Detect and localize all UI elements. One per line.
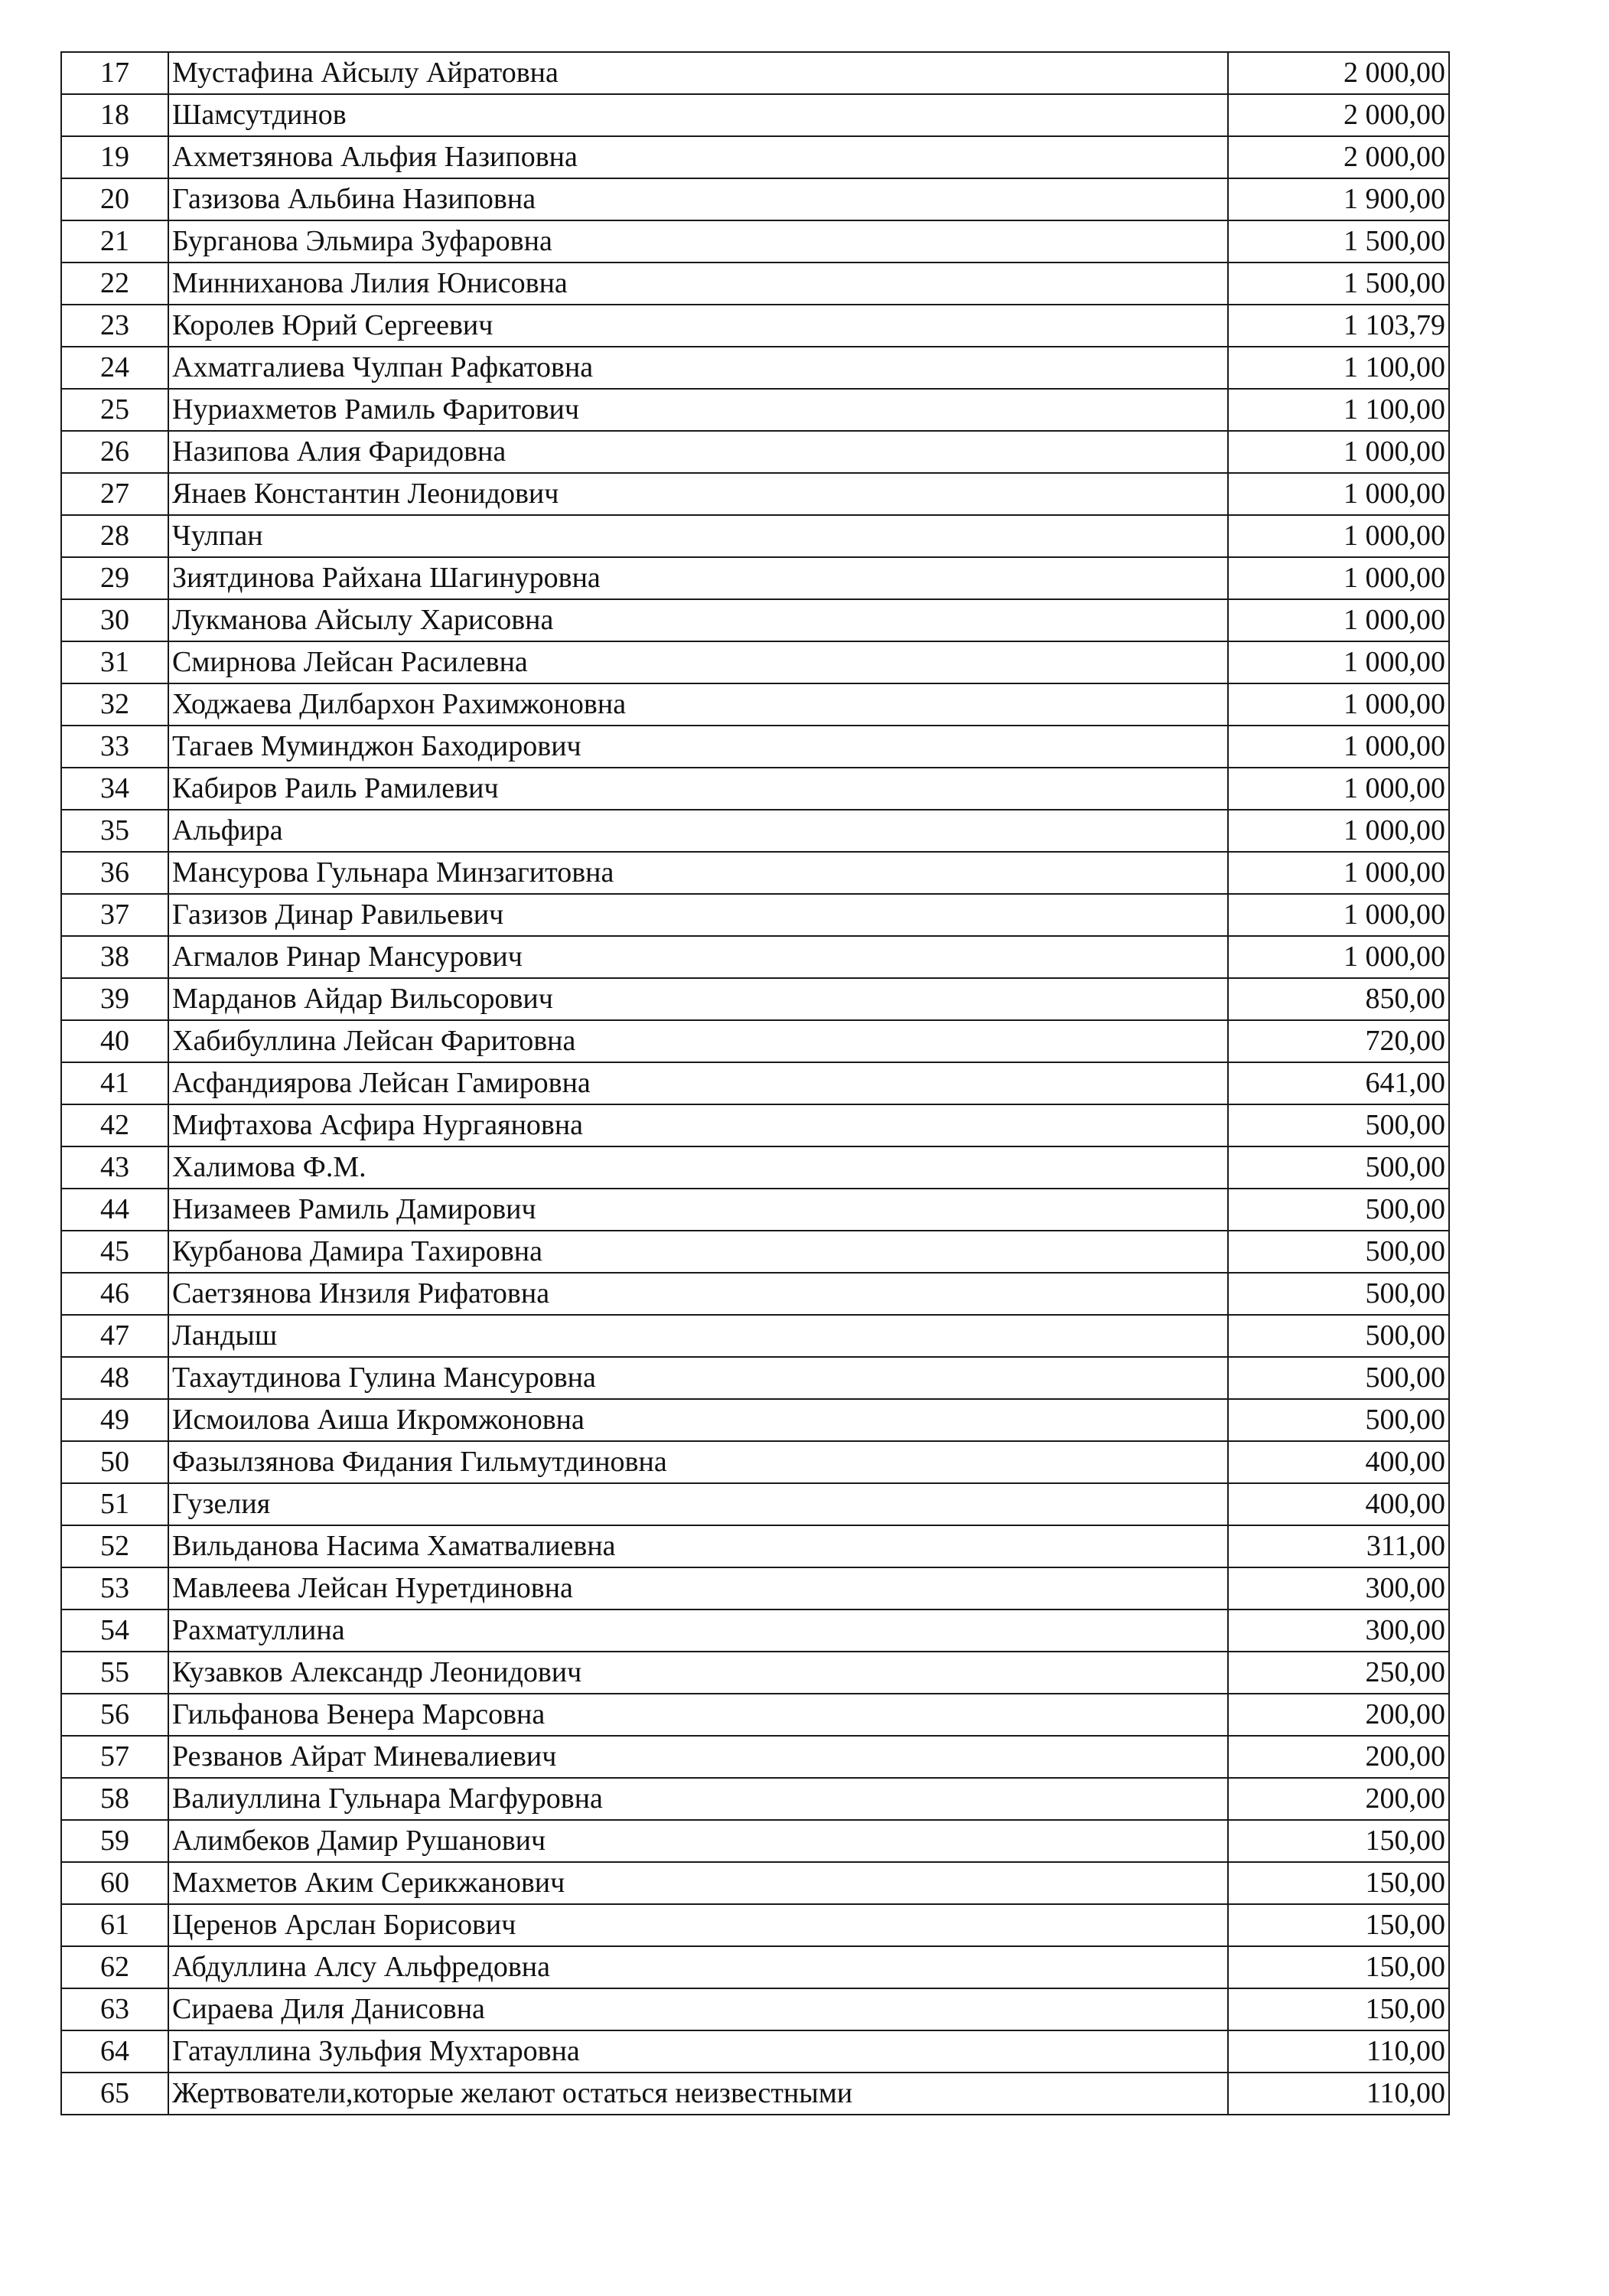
table-row [61, 178, 1449, 220]
row-number-cell: 21 [61, 220, 168, 263]
donor-table-body [61, 52, 1449, 2115]
table-row [61, 1694, 1449, 1736]
donation-amount-cell: 1 500,00 [1228, 263, 1449, 305]
donation-amount-cell: 500,00 [1228, 1231, 1449, 1273]
donor-name-cell: Бурганова Эльмира Зуфаровна [168, 220, 1228, 263]
row-number-cell: 51 [61, 1483, 168, 1525]
row-number-cell: 60 [61, 1862, 168, 1904]
table-row [61, 263, 1449, 305]
donation-amount-cell: 311,00 [1228, 1525, 1449, 1567]
table-row [61, 852, 1449, 894]
donor-name-cell: Мавлеева Лейсан Нуретдиновна [168, 1567, 1228, 1609]
donor-name-cell: Мансурова Гульнара Минзагитовна [168, 852, 1228, 894]
row-number-cell: 34 [61, 768, 168, 810]
donation-amount-cell: 1 000,00 [1228, 726, 1449, 768]
donor-name-cell: Гильфанова Венера Марсовна [168, 1694, 1228, 1736]
donation-amount-cell: 1 100,00 [1228, 389, 1449, 431]
donor-name-cell: Лукманова Айсылу Харисовна [168, 599, 1228, 641]
donation-amount-cell: 500,00 [1228, 1357, 1449, 1399]
donation-amount-cell: 1 100,00 [1228, 347, 1449, 389]
donor-name-cell: Церенов Арслан Борисович [168, 1904, 1228, 1946]
table-row [61, 1315, 1449, 1357]
donor-name-cell: Марданов Айдар Вильсорович [168, 978, 1228, 1020]
donor-name-cell: Тахаутдинова Гулина Мансуровна [168, 1357, 1228, 1399]
row-number-cell: 26 [61, 431, 168, 473]
table-row [61, 94, 1449, 136]
donor-name-cell: Газизов Динар Равильевич [168, 894, 1228, 936]
row-number-cell: 25 [61, 389, 168, 431]
donor-name-cell: Янаев Константин Леонидович [168, 473, 1228, 515]
donor-name-cell: Королев Юрий Сергеевич [168, 305, 1228, 347]
table-row [61, 1020, 1449, 1062]
table-row [61, 978, 1449, 1020]
donor-name-cell: Ахматгалиева Чулпан Рафкатовна [168, 347, 1228, 389]
table-row [61, 1862, 1449, 1904]
donor-name-cell: Смирнова Лейсан Расилевна [168, 641, 1228, 683]
table-row [61, 1483, 1449, 1525]
row-number-cell: 61 [61, 1904, 168, 1946]
row-number-cell: 47 [61, 1315, 168, 1357]
donation-amount-cell: 720,00 [1228, 1020, 1449, 1062]
donation-amount-cell: 150,00 [1228, 1820, 1449, 1862]
table-row [61, 726, 1449, 768]
table-row [61, 305, 1449, 347]
row-number-cell: 41 [61, 1062, 168, 1104]
donor-name-cell: Мустафина Айсылу Айратовна [168, 52, 1228, 94]
row-number-cell: 43 [61, 1146, 168, 1189]
row-number-cell: 45 [61, 1231, 168, 1273]
donation-amount-cell: 641,00 [1228, 1062, 1449, 1104]
donation-amount-cell: 400,00 [1228, 1441, 1449, 1483]
row-number-cell: 22 [61, 263, 168, 305]
donation-amount-cell: 500,00 [1228, 1273, 1449, 1315]
row-number-cell: 32 [61, 683, 168, 726]
donation-amount-cell: 1 000,00 [1228, 473, 1449, 515]
donation-amount-cell: 500,00 [1228, 1189, 1449, 1231]
donor-name-cell: Минниханова Лилия Юнисовна [168, 263, 1228, 305]
donor-name-cell: Алимбеков Дамир Рушанович [168, 1820, 1228, 1862]
table-row [61, 515, 1449, 557]
donation-amount-cell: 200,00 [1228, 1694, 1449, 1736]
donation-amount-cell: 1 103,79 [1228, 305, 1449, 347]
donor-name-cell: Жертвователи,которые желают остаться неизвестными [168, 2073, 1228, 2115]
donor-name-cell: Абдуллина Алсу Альфредовна [168, 1946, 1228, 1988]
row-number-cell: 37 [61, 894, 168, 936]
donation-amount-cell: 1 900,00 [1228, 178, 1449, 220]
table-row [61, 2073, 1449, 2115]
row-number-cell: 23 [61, 305, 168, 347]
row-number-cell: 36 [61, 852, 168, 894]
row-number-cell: 33 [61, 726, 168, 768]
table-row [61, 52, 1449, 94]
donor-name-cell: Гатауллина Зульфия Мухтаровна [168, 2030, 1228, 2073]
table-row [61, 2030, 1449, 2073]
donation-amount-cell: 1 000,00 [1228, 431, 1449, 473]
donation-amount-cell: 500,00 [1228, 1315, 1449, 1357]
donation-amount-cell: 500,00 [1228, 1104, 1449, 1146]
table-row [61, 1988, 1449, 2030]
table-row [61, 1104, 1449, 1146]
donor-name-cell: Фазылзянова Фидания Гильмутдиновна [168, 1441, 1228, 1483]
row-number-cell: 49 [61, 1399, 168, 1441]
donor-name-cell: Махметов Аким Серикжанович [168, 1862, 1228, 1904]
donation-amount-cell: 150,00 [1228, 1988, 1449, 2030]
table-row [61, 1904, 1449, 1946]
table-row [61, 1062, 1449, 1104]
donor-name-cell: Мифтахова Асфира Нургаяновна [168, 1104, 1228, 1146]
row-number-cell: 65 [61, 2073, 168, 2115]
row-number-cell: 57 [61, 1736, 168, 1778]
donor-name-cell: Рахматуллина [168, 1609, 1228, 1652]
donor-name-cell: Чулпан [168, 515, 1228, 557]
table-row [61, 1778, 1449, 1820]
donation-amount-cell: 500,00 [1228, 1399, 1449, 1441]
table-row [61, 1399, 1449, 1441]
donation-amount-cell: 850,00 [1228, 978, 1449, 1020]
row-number-cell: 53 [61, 1567, 168, 1609]
row-number-cell: 35 [61, 810, 168, 852]
donation-amount-cell: 200,00 [1228, 1778, 1449, 1820]
table-row [61, 1736, 1449, 1778]
donation-amount-cell: 300,00 [1228, 1567, 1449, 1609]
donor-name-cell: Зиятдинова Райхана Шагинуровна [168, 557, 1228, 599]
table-row [61, 1567, 1449, 1609]
donation-amount-cell: 1 000,00 [1228, 768, 1449, 810]
donor-name-cell: Сираева Диля Данисовна [168, 1988, 1228, 2030]
table-row [61, 431, 1449, 473]
donor-name-cell: Тагаев Муминджон Баходирович [168, 726, 1228, 768]
donation-amount-cell: 1 000,00 [1228, 557, 1449, 599]
donor-name-cell: Назипова Алия Фаридовна [168, 431, 1228, 473]
donor-name-cell: Газизова Альбина Назиповна [168, 178, 1228, 220]
donation-amount-cell: 200,00 [1228, 1736, 1449, 1778]
table-row [61, 683, 1449, 726]
donation-amount-cell: 300,00 [1228, 1609, 1449, 1652]
row-number-cell: 64 [61, 2030, 168, 2073]
donor-name-cell: Ахметзянова Альфия Назиповна [168, 136, 1228, 178]
row-number-cell: 59 [61, 1820, 168, 1862]
table-row [61, 810, 1449, 852]
donation-amount-cell: 1 000,00 [1228, 683, 1449, 726]
table-row [61, 599, 1449, 641]
row-number-cell: 50 [61, 1441, 168, 1483]
row-number-cell: 20 [61, 178, 168, 220]
table-row [61, 1525, 1449, 1567]
donation-amount-cell: 2 000,00 [1228, 52, 1449, 94]
donor-name-cell: Низамеев Рамиль Дамирович [168, 1189, 1228, 1231]
row-number-cell: 55 [61, 1652, 168, 1694]
donor-table [60, 51, 1450, 2115]
table-row [61, 136, 1449, 178]
donation-amount-cell: 110,00 [1228, 2073, 1449, 2115]
table-row [61, 473, 1449, 515]
donor-name-cell: Вильданова Насима Хаматвалиевна [168, 1525, 1228, 1567]
donation-amount-cell: 1 000,00 [1228, 852, 1449, 894]
donation-amount-cell: 110,00 [1228, 2030, 1449, 2073]
donor-name-cell: Валиуллина Гульнара Магфуровна [168, 1778, 1228, 1820]
table-row [61, 389, 1449, 431]
donation-amount-cell: 150,00 [1228, 1904, 1449, 1946]
donor-name-cell: Саетзянова Инзиля Рифатовна [168, 1273, 1228, 1315]
donor-name-cell: Халимова Ф.М. [168, 1146, 1228, 1189]
donation-amount-cell: 250,00 [1228, 1652, 1449, 1694]
donor-name-cell: Альфира [168, 810, 1228, 852]
row-number-cell: 58 [61, 1778, 168, 1820]
row-number-cell: 18 [61, 94, 168, 136]
row-number-cell: 44 [61, 1189, 168, 1231]
row-number-cell: 56 [61, 1694, 168, 1736]
donor-name-cell: Агмалов Ринар Мансурович [168, 936, 1228, 978]
donation-amount-cell: 2 000,00 [1228, 136, 1449, 178]
donor-name-cell: Гузелия [168, 1483, 1228, 1525]
table-row [61, 1231, 1449, 1273]
row-number-cell: 29 [61, 557, 168, 599]
donor-name-cell: Асфандиярова Лейсан Гамировна [168, 1062, 1228, 1104]
row-number-cell: 28 [61, 515, 168, 557]
donor-name-cell: Шамсутдинов [168, 94, 1228, 136]
donation-amount-cell: 150,00 [1228, 1862, 1449, 1904]
donation-amount-cell: 1 000,00 [1228, 810, 1449, 852]
donation-amount-cell: 400,00 [1228, 1483, 1449, 1525]
donor-name-cell: Исмоилова Аиша Икромжоновна [168, 1399, 1228, 1441]
row-number-cell: 19 [61, 136, 168, 178]
donor-name-cell: Нуриахметов Рамиль Фаритович [168, 389, 1228, 431]
row-number-cell: 27 [61, 473, 168, 515]
table-row [61, 1652, 1449, 1694]
donor-name-cell: Курбанова Дамира Тахировна [168, 1231, 1228, 1273]
row-number-cell: 31 [61, 641, 168, 683]
table-row [61, 1273, 1449, 1315]
donor-name-cell: Хабибуллина Лейсан Фаритовна [168, 1020, 1228, 1062]
donation-amount-cell: 1 000,00 [1228, 936, 1449, 978]
row-number-cell: 52 [61, 1525, 168, 1567]
donor-name-cell: Кузавков Александр Леонидович [168, 1652, 1228, 1694]
row-number-cell: 46 [61, 1273, 168, 1315]
row-number-cell: 30 [61, 599, 168, 641]
row-number-cell: 39 [61, 978, 168, 1020]
row-number-cell: 62 [61, 1946, 168, 1988]
row-number-cell: 63 [61, 1988, 168, 2030]
table-row [61, 936, 1449, 978]
table-row [61, 347, 1449, 389]
donation-amount-cell: 1 000,00 [1228, 599, 1449, 641]
donor-name-cell: Кабиров Раиль Рамилевич [168, 768, 1228, 810]
table-row [61, 1146, 1449, 1189]
donor-name-cell: Ландыш [168, 1315, 1228, 1357]
donor-name-cell: Ходжаева Дилбархон Рахимжоновна [168, 683, 1228, 726]
row-number-cell: 54 [61, 1609, 168, 1652]
table-row [61, 1189, 1449, 1231]
table-row [61, 1820, 1449, 1862]
table-row [61, 1946, 1449, 1988]
row-number-cell: 42 [61, 1104, 168, 1146]
donation-amount-cell: 1 500,00 [1228, 220, 1449, 263]
row-number-cell: 48 [61, 1357, 168, 1399]
donation-amount-cell: 150,00 [1228, 1946, 1449, 1988]
donation-amount-cell: 500,00 [1228, 1146, 1449, 1189]
row-number-cell: 38 [61, 936, 168, 978]
donation-amount-cell: 1 000,00 [1228, 894, 1449, 936]
table-row [61, 768, 1449, 810]
row-number-cell: 17 [61, 52, 168, 94]
donor-name-cell: Резванов Айрат Миневалиевич [168, 1736, 1228, 1778]
row-number-cell: 40 [61, 1020, 168, 1062]
table-row [61, 557, 1449, 599]
donation-amount-cell: 2 000,00 [1228, 94, 1449, 136]
table-row [61, 1441, 1449, 1483]
donation-amount-cell: 1 000,00 [1228, 641, 1449, 683]
row-number-cell: 24 [61, 347, 168, 389]
table-row [61, 641, 1449, 683]
table-row [61, 894, 1449, 936]
table-row [61, 1357, 1449, 1399]
table-row [61, 1609, 1449, 1652]
donation-amount-cell: 1 000,00 [1228, 515, 1449, 557]
table-row [61, 220, 1449, 263]
